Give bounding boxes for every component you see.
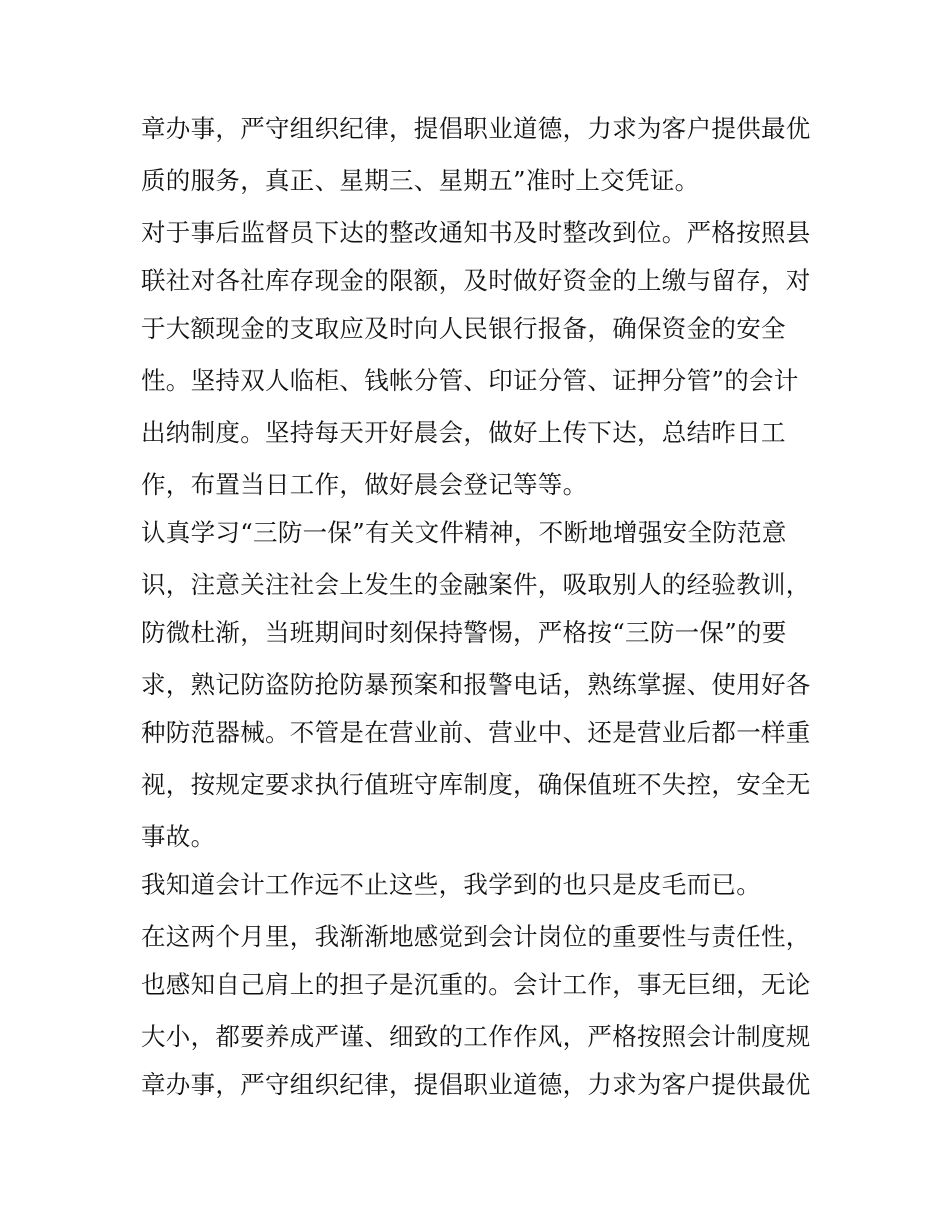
text-line: 我知道会计工作远不止这些，我学到的也只是皮毛而已。 xyxy=(141,870,761,899)
text-line: 出纳制度。坚持每天开好晨会，做好上传下达，总结昨日工 xyxy=(141,418,786,447)
text-line: 在这两个月里，我渐渐地感觉到会计岗位的重要性与责任性， xyxy=(141,922,811,951)
text-line: 种防范器械。不管是在营业前、营业中、还是营业后都一样重 xyxy=(141,718,811,747)
text-line: 联社对各社库存现金的限额，及时做好资金的上缴与留存，对 xyxy=(141,266,811,295)
text-line: 视，按规定要求执行值班守库制度，确保值班不失控，安全无 xyxy=(141,770,811,799)
text-line: 也感知自己肩上的担子是沉重的。会计工作，事无巨细，无论 xyxy=(141,970,811,999)
text-line: 于大额现金的支取应及时向人民银行报备，确保资金的安全 xyxy=(141,314,786,343)
text-line: 质的服务，真正、星期三、星期五”准时上交凭证。 xyxy=(141,166,700,195)
text-line: 求，熟记防盗防抢防暴预案和报警电话，熟练掌握、使用好各 xyxy=(141,670,811,699)
text-line: 章办事，严守组织纪律，提倡职业道德，力求为客户提供最优 xyxy=(141,114,811,143)
text-line: 防微杜渐，当班期间时刻保持警惕，严格按“三防一保”的要 xyxy=(141,618,787,647)
text-line: 大小，都要养成严谨、细致的工作作风，严格按照会计制度规 xyxy=(141,1022,811,1051)
text-line: 对于事后监督员下达的整改通知书及时整改到位。严格按照县 xyxy=(141,218,811,247)
text-line: 作，布置当日工作，做好晨会登记等等。 xyxy=(141,470,588,499)
text-line: 章办事，严守组织纪律，提倡职业道德，力求为客户提供最优 xyxy=(141,1070,811,1099)
text-line: 事故。 xyxy=(141,822,216,851)
text-line: 认真学习“三防一保”有关文件精神，不断地增强安全防范意 xyxy=(141,518,787,547)
text-line: 识，注意关注社会上发生的金融案件，吸取别人的经验教训， xyxy=(141,570,811,599)
text-line: 性。坚持双人临柜、钱帐分管、印证分管、证押分管”的会计 xyxy=(141,366,799,395)
